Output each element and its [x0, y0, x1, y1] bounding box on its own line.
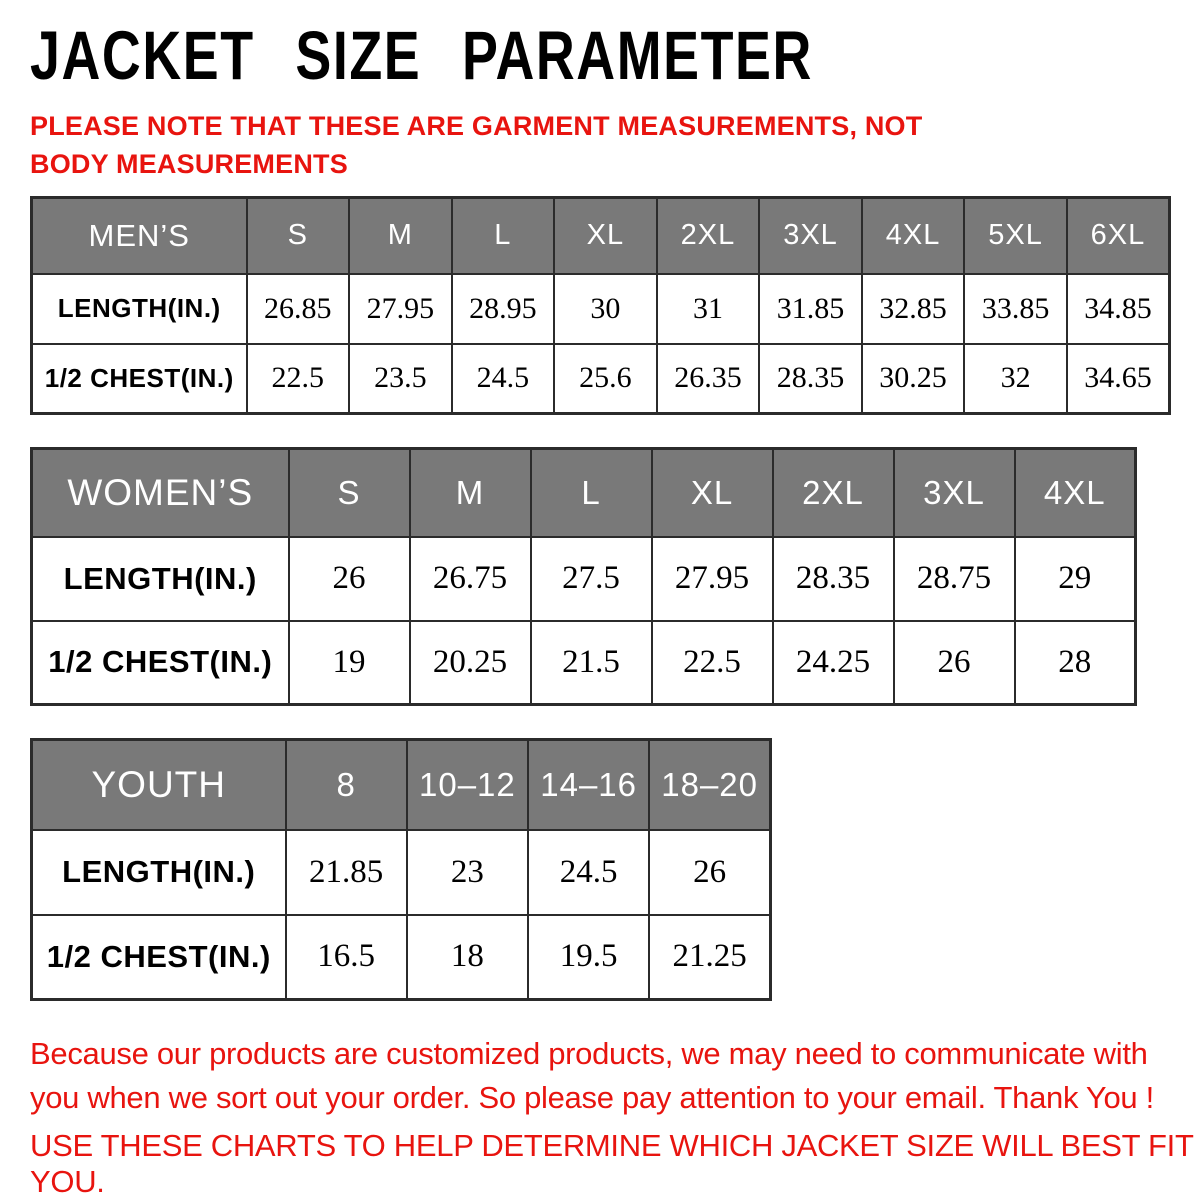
value-cell: 30 — [554, 274, 657, 344]
size-header-cell: L — [452, 198, 555, 274]
value-cell: 24.5 — [452, 344, 555, 414]
value-cell: 21.85 — [286, 830, 407, 915]
size-header-row — [32, 198, 1170, 274]
size-header-cell: 4XL — [862, 198, 965, 274]
value-cell: 26.75 — [410, 537, 531, 621]
size-header-cell: 14–16 — [528, 740, 649, 830]
womens-size-table — [30, 447, 1137, 706]
size-header-row — [32, 449, 1136, 537]
table-row — [32, 274, 1170, 344]
value-cell: 23 — [407, 830, 528, 915]
value-cell: 26.35 — [657, 344, 760, 414]
table-name-cell: MEN’S — [32, 198, 247, 274]
row-label-cell: 1/2 CHEST(IN.) — [32, 915, 286, 1000]
value-cell: 26 — [894, 621, 1015, 705]
value-cell: 28.35 — [773, 537, 894, 621]
table-name-cell: YOUTH — [32, 740, 286, 830]
value-cell: 31 — [657, 274, 760, 344]
table-row — [32, 537, 1136, 621]
value-cell: 21.5 — [531, 621, 652, 705]
value-cell: 33.85 — [964, 274, 1067, 344]
size-header-cell: 10–12 — [407, 740, 528, 830]
size-header-cell: 3XL — [759, 198, 862, 274]
value-cell: 28.35 — [759, 344, 862, 414]
value-cell: 32.85 — [862, 274, 965, 344]
size-header-cell: XL — [554, 198, 657, 274]
garment-measurement-note: PLEASE NOTE THAT THESE ARE GARMENT MEASUREMENTS, NOT BODY MEASUREMENTS — [30, 111, 923, 179]
value-cell: 21.25 — [649, 915, 770, 1000]
customization-notice: Because our products are customized products, we may need to communicate with you when we sort out your order. So please pay attention to your email. Thank You ! — [30, 1036, 1154, 1116]
table-row — [32, 915, 771, 1000]
value-cell: 18 — [407, 915, 528, 1000]
value-cell: 27.95 — [652, 537, 773, 621]
row-label-cell: 1/2 CHEST(IN.) — [32, 344, 247, 414]
value-cell: 27.95 — [349, 274, 452, 344]
table-row — [32, 621, 1136, 705]
page-title — [30, 17, 1034, 94]
size-header-row — [32, 740, 771, 830]
value-cell: 26 — [649, 830, 770, 915]
size-header-cell: 6XL — [1067, 198, 1170, 274]
size-header-cell: 18–20 — [649, 740, 770, 830]
row-label-cell: LENGTH(IN.) — [32, 537, 289, 621]
value-cell: 27.5 — [531, 537, 652, 621]
size-header-cell: 8 — [286, 740, 407, 830]
value-cell: 32 — [964, 344, 1067, 414]
value-cell: 24.5 — [528, 830, 649, 915]
value-cell: 31.85 — [759, 274, 862, 344]
value-cell: 30.25 — [862, 344, 965, 414]
size-header-cell: 2XL — [657, 198, 760, 274]
size-header-cell: 4XL — [1015, 449, 1136, 537]
value-cell: 26 — [289, 537, 410, 621]
table-row — [32, 344, 1170, 414]
size-header-cell: S — [289, 449, 410, 537]
size-header-cell: XL — [652, 449, 773, 537]
value-cell: 28.75 — [894, 537, 1015, 621]
value-cell: 24.25 — [773, 621, 894, 705]
size-header-cell: M — [410, 449, 531, 537]
size-header-cell: 2XL — [773, 449, 894, 537]
page-title-text: JACKET SIZE PARAMETER — [30, 17, 813, 94]
value-cell: 26.85 — [247, 274, 350, 344]
size-header-cell: M — [349, 198, 452, 274]
size-header-cell: L — [531, 449, 652, 537]
size-header-cell: 3XL — [894, 449, 1015, 537]
value-cell: 29 — [1015, 537, 1136, 621]
value-cell: 20.25 — [410, 621, 531, 705]
table-row — [32, 830, 771, 915]
row-label-cell: LENGTH(IN.) — [32, 274, 247, 344]
youth-size-table — [30, 738, 772, 1001]
value-cell: 19 — [289, 621, 410, 705]
size-header-cell: 5XL — [964, 198, 1067, 274]
value-cell: 22.5 — [652, 621, 773, 705]
value-cell: 28 — [1015, 621, 1136, 705]
value-cell: 25.6 — [554, 344, 657, 414]
value-cell: 16.5 — [286, 915, 407, 1000]
value-cell: 34.85 — [1067, 274, 1170, 344]
size-header-cell: S — [247, 198, 350, 274]
value-cell: 28.95 — [452, 274, 555, 344]
mens-size-table — [30, 196, 1171, 415]
value-cell: 34.65 — [1067, 344, 1170, 414]
row-label-cell: LENGTH(IN.) — [32, 830, 286, 915]
value-cell: 19.5 — [528, 915, 649, 1000]
value-cell: 23.5 — [349, 344, 452, 414]
row-label-cell: 1/2 CHEST(IN.) — [32, 621, 289, 705]
table-name-cell: WOMEN’S — [32, 449, 289, 537]
value-cell: 22.5 — [247, 344, 350, 414]
chart-usage-tagline: USE THESE CHARTS TO HELP DETERMINE WHICH JACKET SIZE WILL BEST FIT YOU. — [30, 1128, 1194, 1199]
